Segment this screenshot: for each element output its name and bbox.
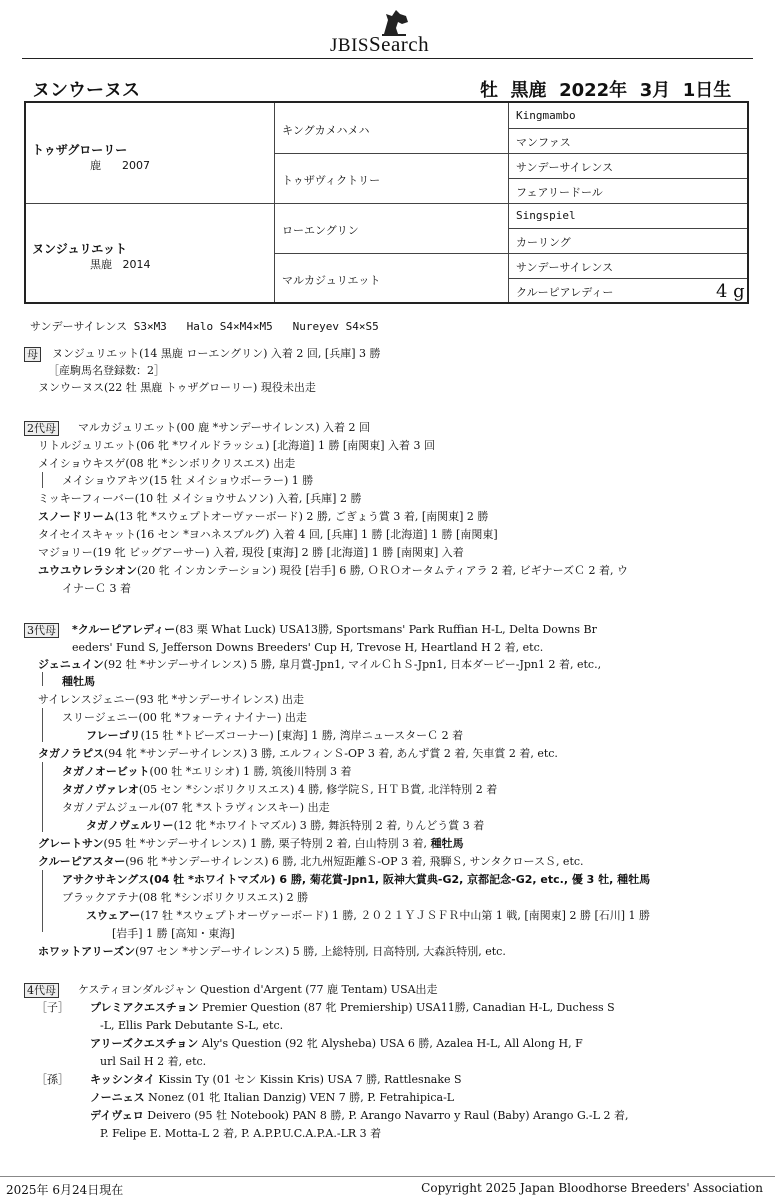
- dam4-bold-name[interactable]: デイヴェロ: [90, 1109, 144, 1122]
- inbreeding-line: サンデーサイレンス S3×M3 Halo S4×M4×M5 Nureyev S4×S5: [30, 320, 379, 333]
- header-divider: [22, 58, 753, 59]
- dam3-bold-name[interactable]: アサクサキングス: [62, 873, 150, 886]
- g3-3[interactable]: サンデーサイレンス: [516, 161, 614, 174]
- dam3-head-cont: eeders' Fund S, Jefferson Downs Breeders' Cup H, Trevose H, Heartland H 2 着, etc.: [72, 641, 544, 654]
- logo-text-right: Search: [368, 32, 430, 56]
- dam2-line: ユウユウレラシオン(20 牝 インカンテーション) 現役 [岩手] 6 勝, ＯＲＯオータムティアラ 2 着, ビギナーズＣ 2 着, ウ: [38, 564, 629, 577]
- dam3-bold-name[interactable]: フレーゴリ: [86, 729, 141, 742]
- dam1-line: ヌンジュリエット(14 黒鹿 ローエングリン) 入着 2 回, [兵庫] 3 勝: [52, 347, 381, 360]
- dam3-line: クルーピアスター(96 牝 *サンデーサイレンス) 6 勝, 北九州短距離Ｓ-OP 3 着, 飛騨Ｓ, サンタクロースＳ, etc.: [38, 855, 584, 868]
- dam3-line: タガノヴァレオ(05 セン *シンボリクリスエス) 4 勝, 修学院Ｓ, ＨＴＢ賞, 北洋特別 2 着: [62, 783, 498, 796]
- dam4-line: P. Felipe E. Motta-L 2 着, P. A.P.P.U.C.A.P.A.-LR 3 着: [100, 1127, 382, 1140]
- dam2-line: マジョリー(19 牝 ビッグアーサー) 入着, 現役 [東海] 2 勝 [北海道] 1 勝 [南関東] 入着: [38, 546, 464, 559]
- dam3-bold-name[interactable]: タガノオービット: [62, 765, 150, 778]
- g3-6[interactable]: カーリング: [516, 236, 571, 249]
- dam3-line: グレートサン(95 牡 *サンデーサイレンス) 1 勝, 栗子特別 2 着, 白山特別 3 着, 種牡馬: [38, 837, 464, 850]
- dam3-head: *クルーピアレディー(83 栗 What Luck) USA13勝, Sportsmans' Park Ruffian H-L, Delta Downs Br: [72, 623, 597, 636]
- dam4-bold-name[interactable]: キッシンタイ: [90, 1073, 155, 1086]
- g2-dam-sire[interactable]: ローエングリン: [282, 224, 359, 237]
- dam4-line: デイヴェロ Deivero (95 牡 Notebook) PAN 8 勝, P. Arango Navarro y Raul (Baby) Arango G.-L 2 着,: [90, 1109, 629, 1122]
- dam3-bold-name[interactable]: タガノヴェルリー: [86, 819, 174, 832]
- horse-name: ヌンウーヌス: [32, 80, 140, 101]
- weight-value: 4 g: [716, 281, 745, 302]
- dam-name[interactable]: ヌンジュリエット: [32, 242, 127, 256]
- dam2-line: メイショウアキツ(15 牡 メイショウボーラー) 1 勝: [62, 474, 314, 487]
- dam4-bold-name[interactable]: プレミアクエスチョン: [90, 1001, 199, 1014]
- dam3-line: ホワットアリーズン(97 セン *サンデーサイレンス) 5 勝, 上総特別, 日高特別, 大森浜特別, etc.: [38, 945, 506, 958]
- dam3-bold-name[interactable]: スウェアー: [86, 909, 141, 922]
- g3-4[interactable]: フェアリードール: [516, 186, 603, 199]
- dam2-bold-name: ユウユウレラシオン: [38, 564, 137, 577]
- dam-sub: 黒鹿 2014: [90, 258, 151, 271]
- dam3-line: スウェアー(17 牡 *スウェプトオーヴァーボード) 1 勝, ２０２１ＹＪＳＦＲ中山第 1 戦, [南関東] 2 勝 [石川] 1 勝: [86, 909, 651, 922]
- dam3-line: タガノオービット(00 牡 *エリシオ) 1 勝, 筑後川特別 3 着: [62, 765, 352, 778]
- dam3-line: [岩手] 1 勝 [高知・東海]: [112, 927, 235, 940]
- logo-text-left: JBIS: [330, 35, 369, 56]
- g2-sire-sire[interactable]: キングカメハメハ: [282, 124, 370, 137]
- dam1-line: ヌンウーヌス(22 牡 黒鹿 トゥザグローリー) 現役未出走: [38, 381, 316, 394]
- dam4-bold-name[interactable]: ノーニェス: [90, 1091, 145, 1104]
- dam3-line: ブラックアテナ(08 牝 *シンボリクリスエス) 2 勝: [62, 891, 309, 904]
- g3-1[interactable]: Kingmambo: [516, 109, 576, 122]
- g2-dam-dam[interactable]: マルカジュリエット: [282, 274, 381, 287]
- g3-8[interactable]: クルーピアレディー: [516, 286, 614, 299]
- g3-7[interactable]: サンデーサイレンス: [516, 261, 614, 274]
- footer-divider: [0, 1176, 775, 1177]
- dam4-grand-tag: ［孫］: [36, 1073, 69, 1086]
- dam2-line: タイセイスキャット(16 セン *ヨハネスブルグ) 入着 4 回, [兵庫] 1 勝 [北海道] 1 勝 [南関東]: [38, 528, 498, 541]
- dam2-head: マルカジュリエット(00 鹿 *サンデーサイレンス) 入着 2 回: [78, 421, 370, 434]
- logo-text: [330, 32, 429, 57]
- dam4-bold-name[interactable]: アリーズクエスチョン: [90, 1037, 199, 1050]
- dam4-tag: 4代母: [24, 983, 59, 998]
- jbis-search-logo[interactable]: [330, 8, 460, 54]
- dam2-bold-name: スノードリーム: [38, 510, 115, 523]
- dam3-line: フレーゴリ(15 牡 *トビーズコーナー) [東海] 1 勝, 湾岸ニュースターＣ 2 着: [86, 729, 464, 742]
- dam3-bold-name[interactable]: タガノラピス: [38, 747, 104, 760]
- dam3-bold-name[interactable]: グレートサン: [38, 837, 104, 850]
- g2-sire-dam[interactable]: トゥザヴィクトリー: [282, 174, 381, 187]
- g3-5[interactable]: Singspiel: [516, 209, 576, 222]
- dam3-line: サイレンスジェニー(93 牝 *サンデーサイレンス) 出走: [38, 693, 305, 706]
- dam2-line: イナーＣ 3 着: [62, 582, 131, 595]
- dam4-head: ケスティヨンダルジャン Question d'Argent (77 鹿 Tentam) USA出走: [78, 983, 438, 996]
- dam3-bold-name[interactable]: クルーピアスター: [38, 855, 126, 868]
- dam2-line: メイショウキスゲ(08 牝 *シンボリクリスエス) 出走: [38, 457, 296, 470]
- dam4-line: ノーニェス Nonez (01 牝 Italian Danzig) VEN 7 勝, P. Fetrahipica-L: [90, 1091, 455, 1104]
- sire-sub: 鹿 2007: [90, 159, 150, 172]
- dam1-tag: 母: [24, 347, 41, 362]
- dam4-line: アリーズクエスチョン Aly's Question (92 牝 Alysheba) USA 6 勝, Azalea H-L, All Along H, F: [90, 1037, 583, 1050]
- dam3-bold-name[interactable]: タガノヴァレオ: [62, 783, 139, 796]
- dam4-line: -L, Ellis Park Debutante S-L, etc.: [100, 1019, 284, 1032]
- dam4-line: url Sail H 2 着, etc.: [100, 1055, 207, 1068]
- dam2-line: スノードリーム(13 牝 *スウェプトオーヴァーボード) 2 勝, ごぎょう賞 3 着, [南関東] 2 勝: [38, 510, 489, 523]
- dam2-line: リトルジュリエット(06 牝 *ワイルドラッシュ) [北海道] 1 勝 [南関東] 入着 3 回: [38, 439, 436, 452]
- dam3-line: タガノデムジュール(07 牝 *ストラヴィンスキー) 出走: [62, 801, 330, 814]
- dam4-line: プレミアクエスチョン Premier Question (87 牝 Premiership) USA11勝, Canadian H-L, Duchess S: [90, 1001, 615, 1014]
- dam4-child-tag: ［子］: [36, 1001, 69, 1014]
- dam2-tag: 2代母: [24, 421, 59, 436]
- pedigree-table: [24, 101, 749, 304]
- dam1-line: ［産駒馬名登録数：2］: [48, 364, 165, 377]
- dam3-line: タガノラピス(94 牝 *サンデーサイレンス) 3 勝, エルフィンＳ-OP 3 着, あんず賞 2 着, 矢車賞 2 着, etc.: [38, 747, 558, 760]
- g3-2[interactable]: マンファス: [516, 136, 571, 149]
- dam3-line: スリージェニー(00 牝 *フォーティナイナー) 出走: [62, 711, 307, 724]
- dam3-line: タガノヴェルリー(12 牝 *ホワイトマズル) 3 勝, 舞浜特別 2 着, りんどう賞 3 着: [86, 819, 485, 832]
- dam2-line: ミッキーフィーバー(10 牡 メイショウサムソン) 入着, [兵庫] 2 勝: [38, 492, 362, 505]
- dam3-bold-name[interactable]: ジェニュイン: [38, 658, 104, 671]
- footer-date: 2025年 6月24日現在: [6, 1183, 124, 1197]
- dam3-head-name[interactable]: *クルーピアレディー: [72, 623, 176, 636]
- sire-name[interactable]: トゥザグローリー: [32, 143, 128, 157]
- dam3-line: 種牡馬: [62, 675, 95, 688]
- dam3-line: アサクサキングス(04 牡 *ホワイトマズル) 6 勝, 菊花賞-Jpn1, 阪神大賞典-G2, 京都記念-G2, etc., 優 3 牡, 種牡馬: [62, 873, 651, 886]
- dam3-bold-name[interactable]: ホワットアリーズン: [38, 945, 136, 958]
- dam4-line: キッシンタイ Kissin Ty (01 セン Kissin Kris) USA 7 勝, Rattlesnake S: [90, 1073, 462, 1086]
- footer-copyright: Copyright 2025 Japan Bloodhorse Breeders' Association: [421, 1181, 763, 1195]
- dam3-tag: 3代母: [24, 623, 59, 638]
- horse-info: 牡 黒鹿 2022年 3月 1日生: [480, 80, 732, 101]
- dam3-line: ジェニュイン(92 牡 *サンデーサイレンス) 5 勝, 皐月賞-Jpn1, マイルＣｈＳ-Jpn1, 日本ダービー-Jpn1 2 着, etc.,: [38, 658, 602, 671]
